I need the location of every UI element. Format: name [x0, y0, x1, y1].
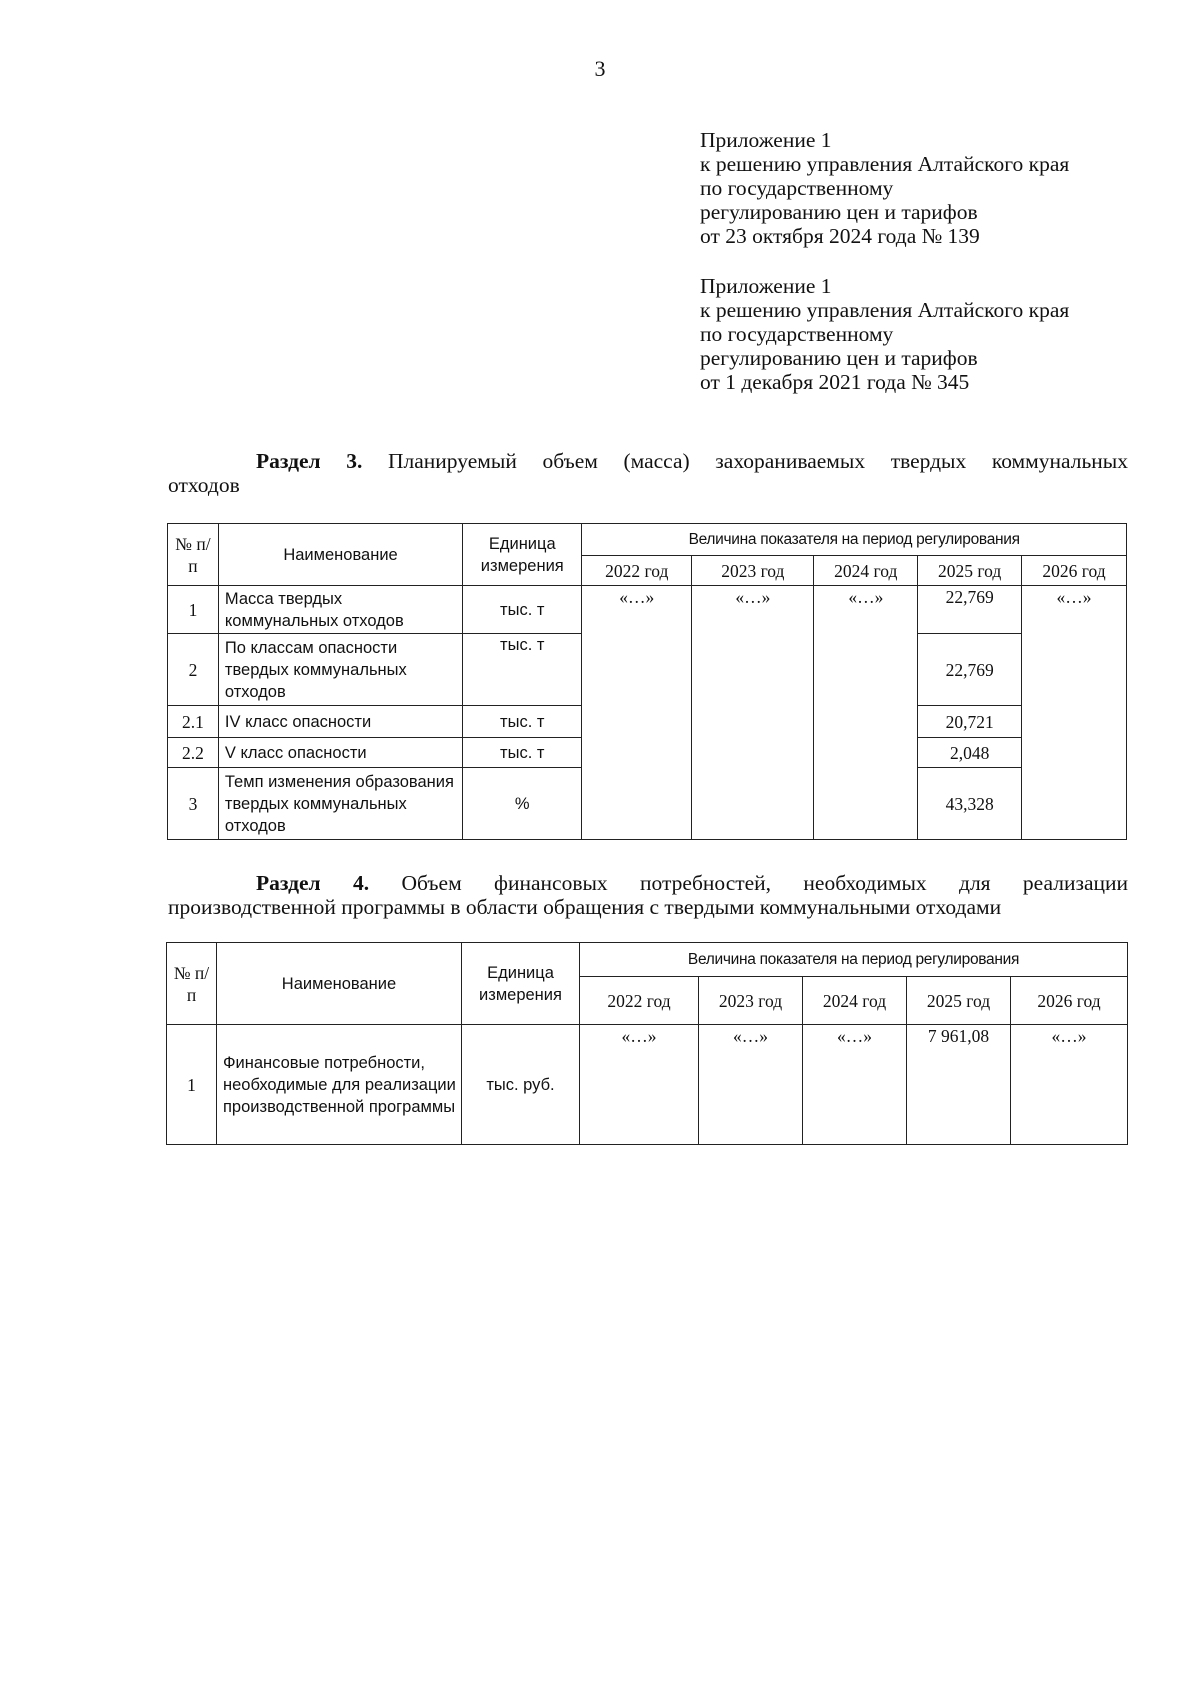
- value-2023: «…»: [692, 586, 814, 840]
- value-2022: «…»: [580, 1025, 699, 1145]
- row-unit: тыс. т: [463, 634, 582, 706]
- header-year: 2022 год: [580, 977, 699, 1025]
- value-2025: 43,328: [918, 768, 1022, 840]
- row-num: 1: [167, 1025, 217, 1145]
- row-num: 2: [168, 634, 219, 706]
- appendix-block-original: [700, 274, 1170, 394]
- header-period: Величина показателя на период регулирования: [580, 943, 1128, 977]
- value-2025: 2,048: [918, 738, 1022, 768]
- value-2022: «…»: [582, 586, 692, 840]
- header-num: № п/п: [168, 524, 219, 586]
- section4-title-text: Объем финансовых потребностей, необходимых для реализации: [401, 871, 1129, 895]
- header-year: 2025 год: [918, 556, 1022, 586]
- appendix-line: от 23 октября 2024 года № 139: [700, 224, 980, 248]
- header-num: № п/ п: [167, 943, 217, 1025]
- appendix-line: от 1 декабря 2021 года № 345: [700, 370, 970, 394]
- appendix-line: регулированию цен и тарифов: [700, 346, 978, 370]
- section4-title-text-cont: производственной программы в области обращения с твердыми коммунальными отходами: [168, 895, 1002, 919]
- row-unit: %: [463, 768, 582, 840]
- table-row: [167, 1025, 1128, 1145]
- header-unit: Единица измерения: [462, 943, 580, 1025]
- row-unit: тыс. т: [463, 738, 582, 768]
- header-year: 2026 год: [1011, 977, 1128, 1025]
- appendix-block-current: [700, 128, 1170, 248]
- value-2025: 22,769: [918, 634, 1022, 706]
- value-2024: «…»: [814, 586, 918, 840]
- header-year: 2024 год: [814, 556, 918, 586]
- row-num: 1: [168, 586, 219, 634]
- header-year: 2022 год: [582, 556, 692, 586]
- header-name: Наименование: [218, 524, 462, 586]
- header-year: 2026 год: [1022, 556, 1127, 586]
- row-num: 3: [168, 768, 219, 840]
- appendix-line: регулированию цен и тарифов: [700, 200, 978, 224]
- header-unit: Единица измерения: [463, 524, 582, 586]
- row-unit: тыс. т: [463, 586, 582, 634]
- page-number: 3: [594, 56, 606, 81]
- row-name: V класс опасности: [218, 738, 462, 768]
- appendix-line: Приложение 1: [700, 128, 832, 152]
- value-2025: 7 961,08: [907, 1025, 1011, 1145]
- header-year: 2023 год: [699, 977, 803, 1025]
- header-year: 2025 год: [907, 977, 1011, 1025]
- row-name: По классам опасности твердых коммунальных отходов: [218, 634, 462, 706]
- header-period: Величина показателя на период регулирования: [582, 524, 1127, 556]
- table-row: [168, 586, 1127, 634]
- row-name: IV класс опасности: [218, 706, 462, 738]
- section4-label: Раздел 4.: [256, 871, 370, 895]
- section4-title: [168, 871, 1128, 919]
- row-name: Темп изменения образования твердых коммунальных отходов: [218, 768, 462, 840]
- appendix-line: по государственному: [700, 176, 894, 200]
- row-unit: тыс. руб.: [462, 1025, 580, 1145]
- value-2024: «…»: [803, 1025, 907, 1145]
- row-name: Масса твердых коммунальных отходов: [218, 586, 462, 634]
- appendix-line: по государственному: [700, 322, 894, 346]
- value-2023: «…»: [699, 1025, 803, 1145]
- row-num: 2.1: [168, 706, 219, 738]
- appendix-line: к решению управления Алтайского края: [700, 152, 1070, 176]
- value-2026: «…»: [1011, 1025, 1128, 1145]
- appendix-line: Приложение 1: [700, 274, 832, 298]
- header-name: Наименование: [217, 943, 462, 1025]
- header-year: 2023 год: [692, 556, 814, 586]
- section3-title-text: Планируемый объем (масса) захораниваемых твердых коммунальных: [387, 449, 1128, 473]
- value-2025: 20,721: [918, 706, 1022, 738]
- value-2025: 22,769: [918, 586, 1022, 634]
- section3-table: [167, 523, 1127, 840]
- section3-title-text-cont: отходов: [168, 473, 240, 497]
- row-unit: тыс. т: [463, 706, 582, 738]
- row-name: Финансовые потребности, необходимые для реализации производственной программы: [217, 1025, 462, 1145]
- header-year: 2024 год: [803, 977, 907, 1025]
- section3-label: Раздел 3.: [256, 449, 363, 473]
- appendix-line: к решению управления Алтайского края: [700, 298, 1070, 322]
- section4-table: [166, 942, 1128, 1145]
- value-2026: «…»: [1022, 586, 1127, 840]
- section3-title: [168, 449, 1128, 497]
- row-num: 2.2: [168, 738, 219, 768]
